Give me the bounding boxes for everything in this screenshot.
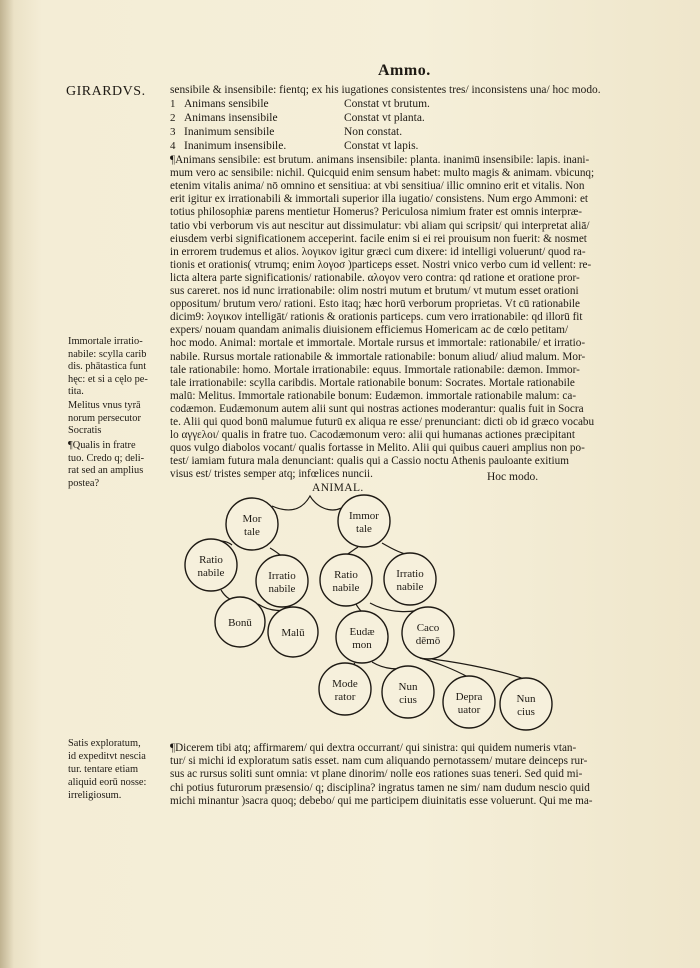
- body-text-line: malū: Melitus. Immortale rationabile bonum: Eudæmon. immortale rationabile malum: ca-: [170, 389, 577, 402]
- body-text-line: codæmon. Eudæmonum autem alii sunt qui nostras actiones moderantur: qualis fuit in Socra: [170, 402, 584, 415]
- diagram-branch-line: [432, 659, 524, 679]
- list-number: 4: [170, 140, 176, 152]
- margin-note-line: Immortale irratio-: [68, 336, 143, 347]
- list-item-text: Inanimum sensibile: [184, 126, 275, 138]
- diagram-node-malum: [268, 607, 318, 657]
- body-text-line: tale rationabile: homo. Mortale irrationabile: equus. Immortale rationabile: dæmon. Immor-: [170, 363, 580, 376]
- diagram-node-label: Immor: [349, 510, 379, 522]
- body-text-line: eiusdem verbi significationem acceperint. facile enim si ei rei prouisum non fuerit: & nosmet: [170, 232, 587, 245]
- diagram-node-label: Ratio: [199, 554, 223, 566]
- diagram-title: ANIMAL.: [312, 482, 364, 494]
- intro-line: sensibile & insensibile: fientq; ex his iugationes consistentes tres/ inconsistens una/ hoc modo.: [170, 84, 601, 96]
- diagram-branch-line: [382, 543, 409, 554]
- diagram-branch-line: [272, 496, 345, 510]
- diagram-node-label: Nun: [516, 693, 536, 705]
- diagram-node-label: nabile: [332, 582, 360, 594]
- diagram-node-label: tale: [244, 526, 260, 538]
- body-text-line: lo αγγελοι/ qualis in fratre tuo. Cacodæmonum vero: alii qui humanas actiones præcipitant: [170, 429, 575, 442]
- diagram-node-rationabile-2: [320, 554, 372, 606]
- diagram-node-label: Caco: [416, 622, 440, 634]
- margin-note-line: Melitus vnus tyrā: [68, 400, 141, 411]
- body-text-line: te. Alii qui quod bonū malumue futurū ex aliqua re esse/ prenunciant: dicti ob id græco vocabu: [170, 416, 595, 428]
- diagram-node-label: Ratio: [334, 569, 358, 581]
- body-text-line: etenim vitalis anima/ nō omnino et sensitiua: at vbi sensitiua/ illic omnino erit et vitalis. Non: [170, 180, 585, 193]
- diagram-node-label: Malū: [281, 627, 305, 639]
- margin-note-line: id expeditvt nescia: [68, 751, 146, 762]
- closing-text-line: tur/ si michi id exploratum satis esset. nam cum aliquando pernotassem/ mutare deinceps rur-: [170, 755, 588, 768]
- diagram-node-depravator: [443, 676, 495, 728]
- body-text-line: test/ iamiam futura mala denunciant: qualis qui a Cassio noctu Athenis pauloante exitium: [170, 455, 569, 468]
- list-item-text: Inanimum insensibile.: [184, 140, 287, 152]
- list-number: 3: [170, 126, 176, 138]
- list-item-text: Animans sensibile: [184, 98, 269, 110]
- body-text-line: quos vulgo diabolos vocant/ qualis fortasse in Melito. Alii qui quibus caueri amplius non po-: [170, 442, 585, 455]
- diagram-node-label: cius: [517, 706, 535, 718]
- body-text-line: visus est/ tristes semper atq; infœlices nuncii.: [170, 468, 373, 481]
- list-number: 1: [170, 98, 176, 110]
- body-text-line: in errorem trudemus et alios. λογικον igitur græci cum dixere: id intelligi voluerunt/ quod ra-: [170, 245, 586, 258]
- margin-note-line: tuo. Credo q; deli-: [68, 452, 145, 464]
- list-item-text: Animans insensibile: [184, 112, 278, 124]
- margin-note-line: Socratis: [68, 425, 102, 436]
- diagram-node-label: Irratio: [396, 568, 424, 580]
- diagram-node-immortale: [338, 495, 390, 547]
- diagram-node-label: Nun: [398, 681, 418, 693]
- margin-note-line: aliquid eorū nosse:: [68, 777, 147, 788]
- diagram-node-label: mon: [352, 639, 372, 651]
- body-text-line: totius philosophiæ parens mentietur Homerus? Periculosa nimium frater est omnis interpræ-: [170, 206, 582, 219]
- diagram-node-nuncius-1: [382, 666, 434, 718]
- margin-note-line: postea?: [68, 477, 100, 489]
- diagram-node-label: dēmō: [415, 635, 441, 647]
- diagram-node-irrationabile-2: [384, 553, 436, 605]
- body-text-line: sus careret. nos id nunc irrationabile: olim nostri mutum et brutum/ vt mutum esset orationi: [170, 285, 579, 297]
- closing-text-line: michi minantur )sacra quoq; debebo/ qui me participem diuinitatis esse voluerunt. Qui me ma-: [170, 794, 593, 807]
- body-text-line: oppositum/ brutum vero/ rationi. Esto itaq; hæc horū verborum proprietas. Vt cū rationabile: [170, 298, 580, 311]
- list-item-verdict: Constat vt lapis.: [344, 140, 419, 152]
- diagram-node-bonum: [215, 597, 265, 647]
- body-text-line: erit igitur ex irrationabili & immortali superior illa iugatio/ consistens. Num ergo Ammoni: et: [170, 193, 589, 206]
- diagram-node-label: nabile: [197, 567, 225, 579]
- diagram-node-label: Bonū: [228, 617, 252, 629]
- hoc-modo-label: Hoc modo.: [487, 471, 539, 483]
- diagram-node-label: Depra: [455, 691, 483, 703]
- diagram-node-irrationabile-1: [256, 555, 308, 607]
- body-text-line: nabile. Rursus mortale rationabile & immortale rationabile: bonum aliud/ aliud malum. Mor-: [170, 350, 586, 363]
- margin-author-name: GIRARDVS.: [66, 84, 146, 99]
- body-text-line: tatio vbi verborum vis aut nescitur aut dissimulatur: vbi aliam qui scripsit/ qui interpretat aliā/: [170, 219, 590, 232]
- body-text-line: tionis et orationis( vtrumq; enim λογοσ )particeps esset. Nostri vnico verbo cum id vellent: re-: [170, 258, 592, 271]
- diagram-node-label: Mode: [332, 678, 358, 690]
- running-head: Ammo.: [378, 62, 431, 79]
- diagram-node-label: Irratio: [268, 570, 296, 582]
- diagram-node-rationabile-1: [185, 539, 237, 591]
- closing-text-line: sus ac rursus soliti sunt omnia: vt plane dinorim/ nolle eos rationes suas teneri. Sed quid mi-: [170, 768, 583, 781]
- margin-note-line: dis. phātastica funt: [68, 361, 147, 372]
- diagram-node-label: cius: [399, 694, 417, 706]
- diagram-node-eudaemon: [336, 611, 388, 663]
- body-text-line: hoc modo. Animal: mortale et immortale. Mortale rursus et immortale: rationabile/ et irratio-: [170, 337, 586, 350]
- margin-note-line: tita.: [68, 386, 84, 397]
- margin-note-line: Satis exploratum,: [68, 738, 141, 749]
- margin-note-line: hęc: et si a cęlo pe-: [68, 373, 148, 385]
- diagram-node-label: Eudæ: [349, 626, 375, 638]
- margin-note-line: norum persecutor: [68, 412, 141, 424]
- body-text-line: licta altera parte significationis/ rationabile. αλογον vero contra: qd ratione et oratione pror-: [170, 271, 580, 284]
- closing-text-line: chi potius futurorum præsensio/ q; disciplina? ingratus tamen ne sim/ nam dudum nescio quid: [170, 781, 590, 794]
- list-number: 2: [170, 112, 176, 124]
- margin-note-line: nabile: scylla carib: [68, 348, 147, 360]
- diagram-node-nuncius-2: [500, 678, 552, 730]
- body-text-line: ¶Animans sensibile: est brutum. animans insensibile: planta. inanimū insensibile: lapis. inani-: [170, 154, 590, 166]
- margin-note-line: irreligiosum.: [68, 790, 122, 801]
- closing-text-line: ¶Dicerem tibi atq; affirmarem/ qui dextra occurrant/ qui sinistra: qui quidem numeris vtan-: [170, 742, 577, 754]
- margin-note-line: rat sed an amplius: [68, 465, 144, 476]
- body-text-line: tale irrationabile: scylla caribdis. Mortale rationabile bonum: Socrates. Mortale rationabile: [170, 376, 575, 389]
- diagram-node-label: nabile: [268, 583, 296, 595]
- diagram-node-cacodaemon: [402, 607, 454, 659]
- margin-note-line: ¶Qualis in fratre: [68, 440, 136, 451]
- diagram-node-moderator: [319, 663, 371, 715]
- list-item-verdict: Non constat.: [344, 126, 403, 138]
- diagram-node-label: Mor: [242, 513, 262, 525]
- body-text-line: dicim9: λογικον intelligāt/ rationis & orationis particeps. cum vero irrationabile: qd illorū fit: [170, 311, 583, 324]
- diagram-node-label: nabile: [396, 581, 424, 593]
- diagram-node-mortale: [226, 498, 278, 550]
- diagram-node-label: tale: [356, 523, 372, 535]
- margin-note-line: tur. tentare etiam: [68, 764, 139, 775]
- list-item-verdict: Constat vt brutum.: [344, 98, 430, 110]
- body-text-line: expers/ nouam quandam animalis diuisionem efficiemus Homericam ac de cœlo petitam/: [170, 324, 569, 337]
- list-item-verdict: Constat vt planta.: [344, 112, 425, 124]
- diagram-node-label: uator: [457, 704, 481, 716]
- diagram-node-label: rator: [334, 691, 356, 703]
- body-text-line: mum vero ac sensibile: nichil. Quicquid enim sensum habet: multo magis & animam. vbicunq;: [170, 167, 595, 180]
